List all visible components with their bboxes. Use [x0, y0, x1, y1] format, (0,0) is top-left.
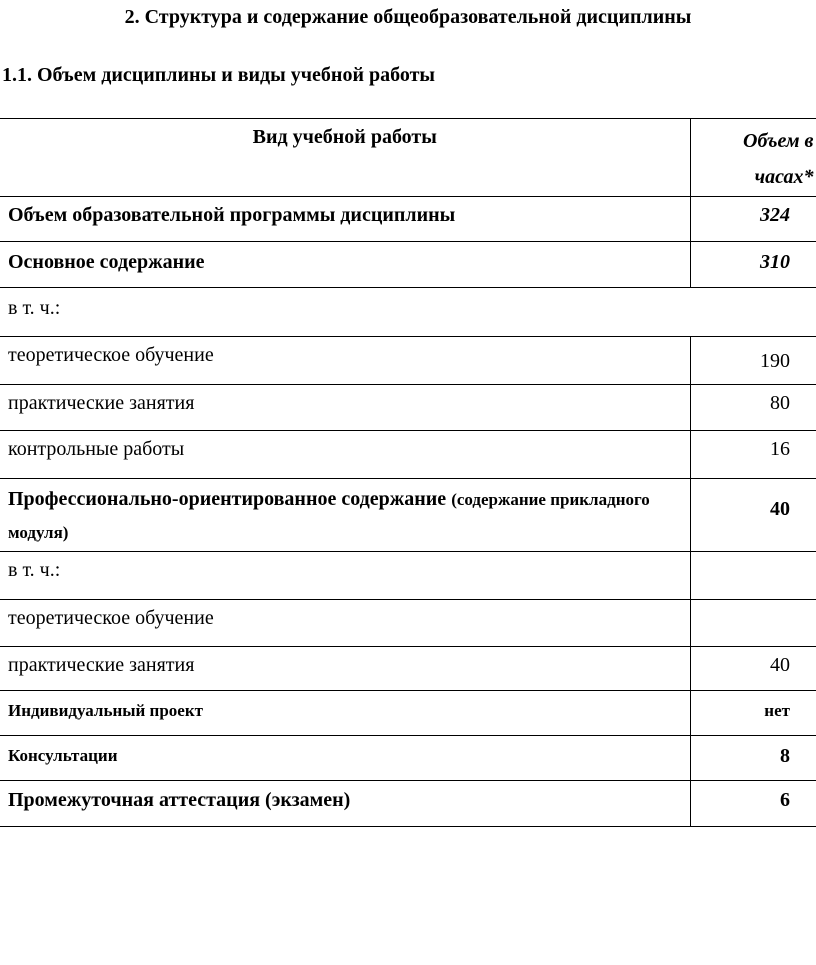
- table-row: [0, 691, 816, 736]
- row-label: теоретическое обучение: [0, 600, 690, 647]
- header-work-type: Вид учебной работы: [0, 119, 690, 197]
- table-row: [0, 385, 816, 431]
- row-label: Индивидуальный проект: [0, 691, 690, 736]
- table-row: [0, 288, 816, 337]
- row-label-main: Профессионально-ориентированное содержание: [8, 488, 447, 510]
- row-label: Основное содержание: [0, 242, 690, 288]
- row-value: 80: [690, 385, 816, 431]
- table-row: [0, 600, 816, 647]
- row-label-note: (содержание прикладного модуля): [8, 490, 650, 542]
- row-label: Объем образовательной программы дисциплины: [0, 197, 690, 242]
- table-row: [0, 647, 816, 691]
- table-row: [0, 552, 816, 600]
- row-value: 40: [690, 647, 816, 691]
- header-hours: Объем в часах*: [690, 119, 816, 197]
- row-label: контрольные работы: [0, 431, 690, 479]
- section-title: 2. Структура и содержание общеобразовательной дисциплины: [124, 6, 692, 28]
- row-value: 6: [690, 781, 816, 827]
- table-row: [0, 197, 816, 242]
- row-value: 324: [690, 197, 816, 242]
- row-value: [690, 552, 816, 600]
- row-label: Консультации: [0, 736, 690, 781]
- row-value: 40: [690, 479, 816, 552]
- row-value: 8: [690, 736, 816, 781]
- row-label: практические занятия: [0, 385, 690, 431]
- table-row: [0, 431, 816, 479]
- subsection-title: 1.1. Объем дисциплины и виды учебной работы: [2, 64, 436, 86]
- row-label: Промежуточная аттестация (экзамен): [0, 781, 690, 827]
- table-row: [0, 736, 816, 781]
- row-value: нет: [690, 691, 816, 736]
- row-label: теоретическое обучение: [0, 337, 690, 385]
- row-label: в т. ч.:: [0, 288, 816, 337]
- row-value: [690, 600, 816, 647]
- table-row: [0, 242, 816, 288]
- table-header-row: [0, 119, 816, 197]
- row-value: 16: [690, 431, 816, 479]
- row-label: практические занятия: [0, 647, 690, 691]
- table-row: [0, 479, 816, 552]
- table-row: [0, 781, 816, 827]
- row-value: 190: [690, 337, 816, 385]
- row-label: [0, 479, 690, 552]
- table-row: [0, 337, 816, 385]
- row-value: 310: [690, 242, 816, 288]
- row-label: в т. ч.:: [0, 552, 690, 600]
- hours-table: [0, 118, 816, 827]
